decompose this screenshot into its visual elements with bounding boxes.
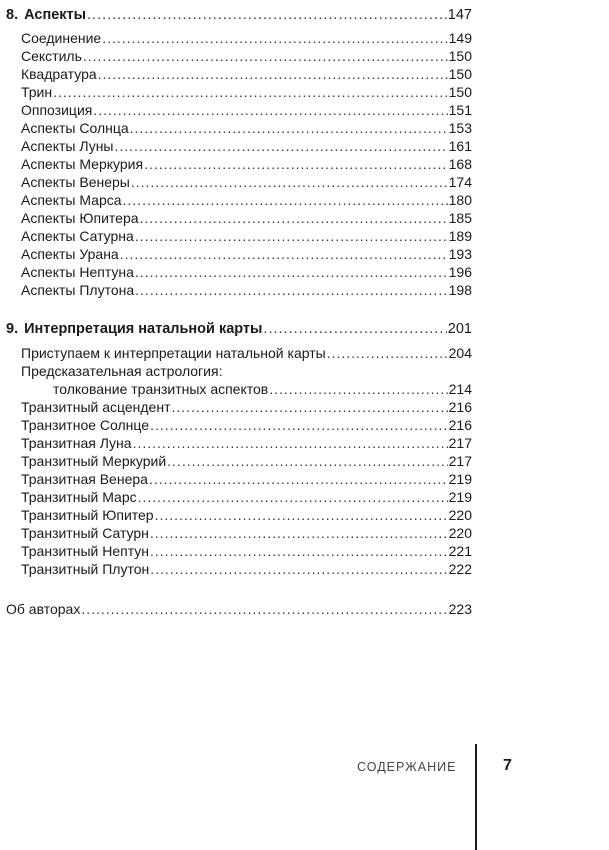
toc-entry[interactable]: [21, 560, 472, 578]
dot-leader: [263, 320, 446, 338]
running-footer-section: СОДЕРЖАНИЕ: [357, 760, 457, 774]
dot-leader: [131, 173, 448, 191]
page-number: 219: [448, 489, 472, 505]
dot-leader: [115, 137, 448, 155]
toc-entry[interactable]: [21, 434, 472, 452]
page-number: 193: [448, 246, 472, 262]
dot-leader: [81, 600, 447, 618]
page-number: 189: [448, 228, 472, 244]
dot-leader: [149, 470, 448, 488]
entry-title: Транзитная Венера: [21, 471, 148, 487]
page-number: 150: [448, 66, 472, 82]
dot-leader: [155, 506, 448, 524]
page-number: 216: [448, 399, 472, 415]
entry-title: Аспекты Сатурна: [21, 228, 134, 244]
dot-leader: [135, 281, 447, 299]
dot-leader: [98, 65, 448, 83]
toc-entry[interactable]: [21, 101, 472, 119]
toc-entry[interactable]: [21, 281, 472, 299]
toc-entry[interactable]: [21, 65, 472, 83]
toc-entry[interactable]: [21, 83, 472, 101]
toc-entry[interactable]: [21, 137, 472, 155]
entry-title: Транзитный асцендент: [21, 399, 171, 415]
dot-leader: [269, 380, 447, 398]
dot-leader: [144, 155, 448, 173]
toc-entry[interactable]: [21, 209, 472, 227]
chapter-number: 9.: [6, 321, 19, 337]
dot-leader: [150, 542, 448, 560]
folio-page-number: 7: [503, 757, 512, 774]
page-number: 150: [448, 48, 472, 64]
page-number: 223: [448, 601, 472, 617]
entry-title: Квадратура: [21, 66, 97, 82]
entry-title: Предсказательная астрология:: [21, 363, 223, 379]
toc-entry[interactable]: [21, 227, 472, 245]
page-number: 150: [448, 84, 472, 100]
page-number: 151: [448, 102, 472, 118]
page-number: 149: [448, 30, 472, 46]
entry-title: Аспекты Урана: [21, 246, 119, 262]
dot-leader: [140, 209, 448, 227]
page-number: 214: [448, 381, 472, 397]
chapter-title: Интерпретация натальной карты: [24, 321, 263, 337]
dot-leader: [150, 416, 448, 434]
entry-title: Транзитная Луна: [21, 435, 132, 451]
toc-entry[interactable]: [21, 119, 472, 137]
toc-entry[interactable]: [21, 452, 472, 470]
page-number: 219: [448, 471, 472, 487]
dot-leader: [53, 83, 448, 101]
dot-leader: [87, 6, 447, 24]
entry-title: толкование транзитных аспектов: [53, 381, 269, 397]
page-number: 153: [448, 120, 472, 136]
entry-title: Аспекты Марса: [21, 192, 122, 208]
page-number: 147: [447, 7, 472, 23]
toc-entry-line[interactable]: [21, 362, 222, 380]
entry-title: Соединение: [21, 30, 102, 46]
page-number: 196: [448, 264, 472, 280]
toc-entry[interactable]: [21, 398, 472, 416]
dot-leader: [123, 191, 448, 209]
dot-leader: [130, 119, 448, 137]
entry-title: Транзитный Плутон: [21, 561, 150, 577]
toc-entry[interactable]: [53, 380, 472, 398]
dot-leader: [93, 101, 447, 119]
toc-entry[interactable]: [21, 263, 472, 281]
toc-entry[interactable]: [21, 173, 472, 191]
toc-entry[interactable]: [21, 470, 472, 488]
page-number: 217: [448, 453, 472, 469]
footer-divider: [475, 744, 477, 850]
chapter-title: Аспекты: [24, 7, 87, 23]
toc-chapter-9[interactable]: [6, 320, 472, 338]
entry-title: Аспекты Юпитера: [21, 210, 139, 226]
entry-title: Аспекты Плутона: [21, 282, 135, 298]
page-number: 204: [448, 345, 472, 361]
entry-title: Транзитный Марс: [21, 489, 137, 505]
entry-title: Аспекты Меркурия: [21, 156, 144, 172]
entry-title: Об авторах: [6, 601, 81, 617]
entry-title: Аспекты Венеры: [21, 174, 130, 190]
chapter-number: 8.: [6, 7, 19, 23]
toc-entry[interactable]: [21, 542, 472, 560]
page-number: 216: [448, 417, 472, 433]
entry-title: Аспекты Нептуна: [21, 264, 134, 280]
page-number: 220: [448, 525, 472, 541]
page-number: 217: [448, 435, 472, 451]
entry-title: Аспекты Луны: [21, 138, 114, 154]
page-number: 198: [448, 282, 472, 298]
toc-entry[interactable]: [21, 488, 472, 506]
dot-leader: [102, 29, 447, 47]
dot-leader: [327, 344, 448, 362]
entry-title: Транзитное Солнце: [21, 417, 150, 433]
entry-title: Секстиль: [21, 48, 82, 64]
page-number: 201: [447, 321, 472, 337]
toc-entry[interactable]: [21, 191, 472, 209]
page-number: 180: [448, 192, 472, 208]
entry-title: Аспекты Солнца: [21, 120, 129, 136]
toc-entry[interactable]: [21, 155, 472, 173]
toc-entry[interactable]: [21, 47, 472, 65]
dot-leader: [150, 560, 447, 578]
toc-chapter-8[interactable]: [6, 6, 472, 24]
page-number: 168: [448, 156, 472, 172]
dot-leader: [172, 398, 448, 416]
entry-title: Приступаем к интерпретации натальной карты: [21, 345, 326, 361]
dot-leader: [138, 488, 448, 506]
page-number: 222: [448, 561, 472, 577]
toc-about-authors[interactable]: [6, 600, 472, 618]
entry-title: Транзитный Сатурн: [21, 525, 149, 541]
dot-leader: [135, 263, 448, 281]
toc-entry[interactable]: [21, 245, 472, 263]
entry-title: Трин: [21, 84, 53, 100]
page-number: 161: [448, 138, 472, 154]
page-number: 174: [448, 174, 472, 190]
toc-entry[interactable]: [21, 29, 472, 47]
page-number: 221: [448, 543, 472, 559]
dot-leader: [120, 245, 448, 263]
page-number: 185: [448, 210, 472, 226]
toc-entry[interactable]: [21, 344, 472, 362]
dot-leader: [133, 434, 448, 452]
toc-entry[interactable]: [21, 416, 472, 434]
entry-title: Транзитный Меркурий: [21, 453, 167, 469]
page-number: 220: [448, 507, 472, 523]
toc-entry[interactable]: [21, 506, 472, 524]
entry-title: Оппозиция: [21, 102, 93, 118]
dot-leader: [150, 524, 448, 542]
entry-title: Транзитный Юпитер: [21, 507, 154, 523]
entry-title: Транзитный Нептун: [21, 543, 150, 559]
dot-leader: [135, 227, 448, 245]
toc-entry[interactable]: [21, 524, 472, 542]
dot-leader: [83, 47, 448, 65]
dot-leader: [167, 452, 447, 470]
